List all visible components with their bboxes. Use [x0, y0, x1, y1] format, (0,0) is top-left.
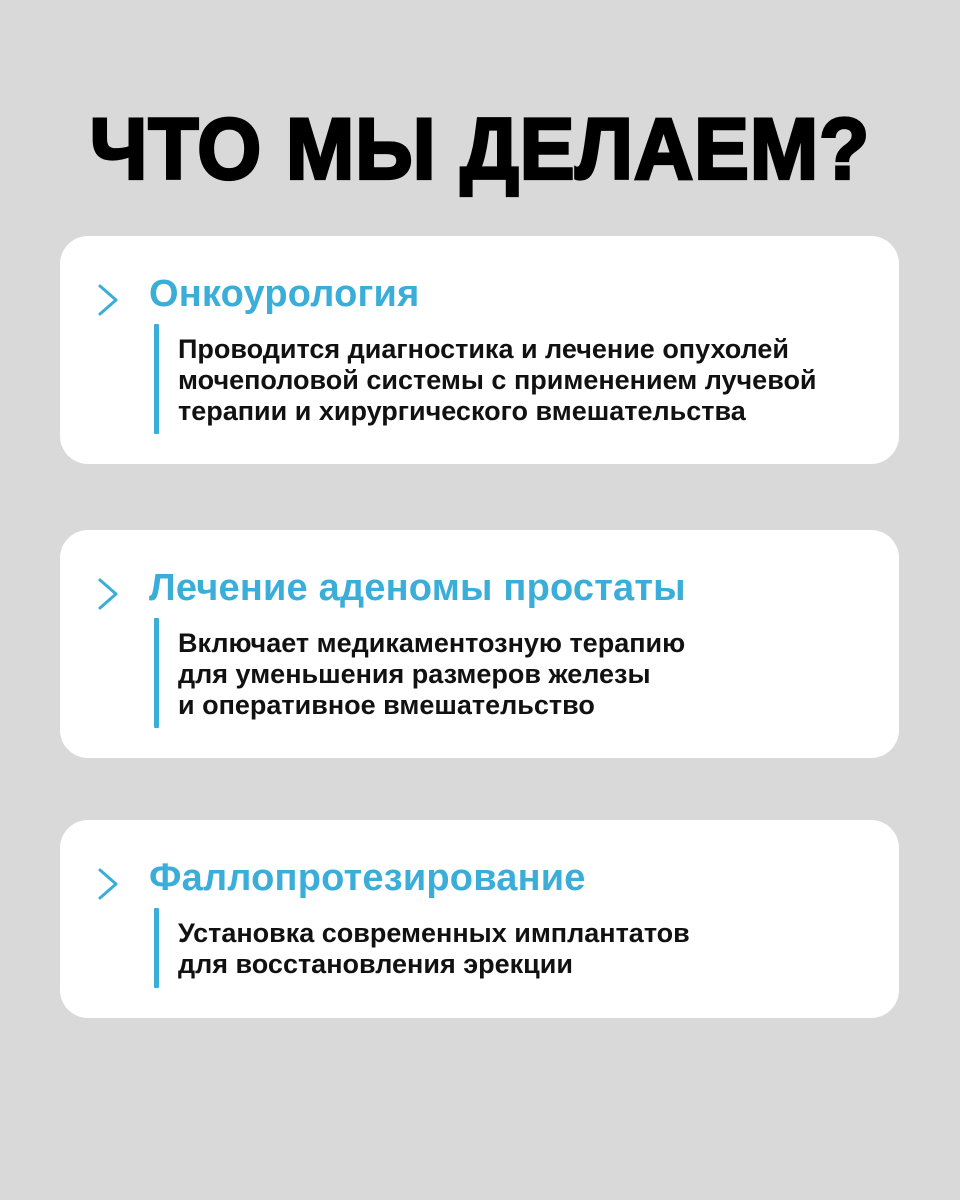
service-card-phalloprosthetics: [60, 820, 899, 1018]
accent-bar: [154, 324, 159, 434]
service-title: Лечение аденомы простаты: [149, 567, 686, 609]
service-card-prostate-adenoma: [60, 530, 899, 758]
service-description: Установка современных имплантатов для восстановления эрекции: [178, 918, 690, 979]
accent-bar: [154, 618, 159, 728]
chevron-right-icon: [94, 280, 122, 320]
page-title: ЧТО МЫ ДЕЛАЕМ?: [89, 101, 871, 198]
service-description: Включает медикаментозную терапию для уменьшения размеров железы и оперативное вмешательство: [178, 628, 686, 720]
service-description: Проводится диагностика и лечение опухолей мочеполовой системы с применением лучевой терапии и хирургического вмешательства: [178, 334, 817, 426]
chevron-right-icon: [94, 864, 122, 904]
service-title: Онкоурология: [149, 273, 420, 315]
chevron-right-icon: [94, 574, 122, 614]
service-title: Фаллопротезирование: [149, 857, 586, 899]
accent-bar: [154, 908, 159, 988]
service-card-oncourology: [60, 236, 899, 464]
